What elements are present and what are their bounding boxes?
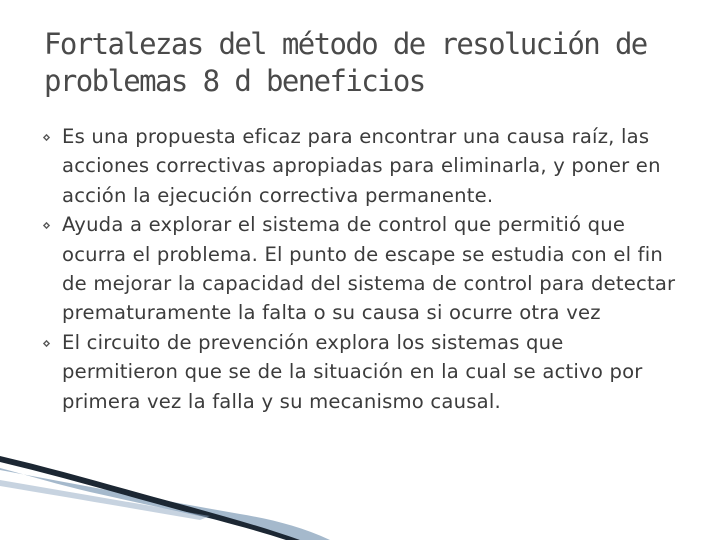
diamond-bullet-icon [42, 133, 51, 142]
decorative-swoosh [0, 440, 720, 540]
slide-title: Fortalezas del método de resolución de problemas 8 d beneficios [44, 27, 647, 98]
bullet-item-1 [42, 122, 682, 210]
bullet-text: El circuito de prevención explora los sistemas que permitieron que se de la situación en la cual se activo por primera vez la falla y su mecanismo causal. [62, 330, 643, 413]
bullet-item-3 [42, 328, 682, 416]
diamond-bullet-icon [42, 339, 51, 348]
diamond-bullet-icon [42, 221, 51, 230]
bullet-text: Es una propuesta eficaz para encontrar una causa raíz, las acciones correctivas apropiadas para eliminarla, y poner en acción la ejecución correctiva permanente. [62, 125, 661, 207]
bullet-list [42, 122, 682, 416]
bullet-item-2 [42, 210, 682, 328]
bullet-text: Ayuda a explorar el sistema de control que permitió que ocurra el problema. El punto de escape se estudia con el fin de mejorar la capacidad del sistema de control para detectar prematuramente la falta o su causa si ocurre otra vez [62, 213, 676, 325]
